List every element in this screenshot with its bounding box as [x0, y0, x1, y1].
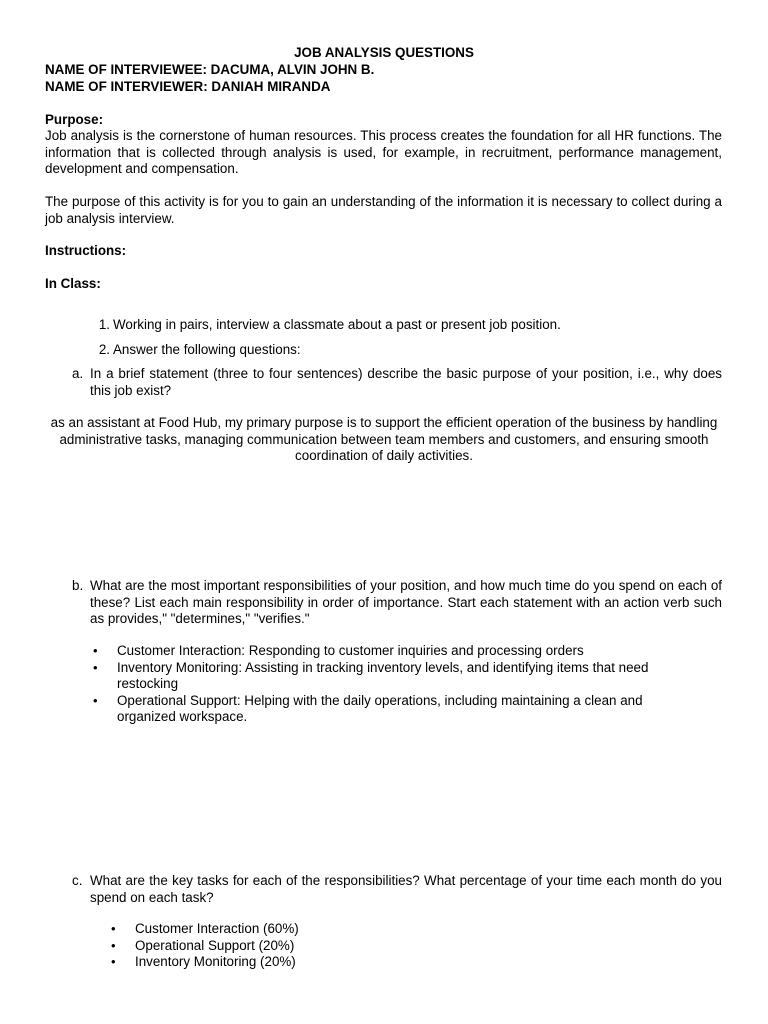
tasks-list	[111, 921, 511, 971]
step-text: Working in pairs, interview a classmate about a past or present job position.	[113, 317, 561, 332]
bullet-icon: •	[93, 643, 98, 658]
list-item: • Inventory Monitoring: Assisting in tracking inventory levels, and identifying items that need restocking	[93, 659, 649, 691]
purpose-heading: Purpose:	[45, 112, 104, 127]
list-item: • Operational Support (20%)	[111, 937, 295, 953]
question-letter: c.	[72, 873, 83, 888]
list-item: • Customer Interaction: Responding to customer inquiries and processing orders	[93, 643, 584, 658]
bullet-icon: •	[111, 921, 116, 936]
answer-a: as an assistant at Food Hub, my primary purpose is to support the efficient operation of the business by handling administrative tasks, managing communication between team members and customers, and ensuring smooth coordination of daily activities.	[50, 415, 718, 463]
list-item: • Inventory Monitoring (20%)	[111, 954, 296, 969]
responsibilities-list	[93, 643, 683, 726]
document-title: JOB ANALYSIS QUESTIONS	[294, 45, 474, 60]
list-item: • Customer Interaction (60%)	[111, 921, 299, 936]
in-class-heading: In Class:	[45, 276, 101, 291]
interviewer-name: NAME OF INTERVIEWER: DANIAH MIRANDA	[45, 79, 331, 94]
bullet-icon: •	[111, 937, 116, 953]
question-letter: a.	[72, 366, 84, 381]
instructions-heading: Instructions:	[45, 243, 127, 258]
question-text: In a brief statement (three to four sentences) describe the basic purpose of your position, i.e., why does this job exist?	[90, 366, 722, 398]
bullet-icon: •	[111, 954, 116, 969]
purpose-paragraph-2: The purpose of this activity is for you to gain an understanding of the information it is necessary to collect during a job analysis interview.	[45, 194, 722, 226]
list-item: • Operational Support: Helping with the daily operations, including maintaining a clean and organized workspace.	[93, 692, 643, 724]
question-text: What are the most important responsibilities of your position, and how much time do you spend on each of these? List each main responsibility in order of importance. Start each statement with an action verb such as provides," "determines," "verifies."	[90, 578, 722, 626]
question-letter: b.	[72, 578, 84, 593]
purpose-paragraph-1: Job analysis is the cornerstone of human resources. This process creates the foundation for all HR functions. The information that is collected through analysis is used, for example, in recruitment, performance management, development and compensation.	[45, 128, 722, 176]
bullet-icon: •	[93, 659, 98, 675]
step-number: 1.	[98, 317, 110, 332]
step-number: 2.	[98, 342, 110, 357]
question-text: What are the key tasks for each of the responsibilities? What percentage of your time each month do you spend on each task?	[90, 873, 722, 905]
bullet-icon: •	[93, 692, 98, 708]
step-text: Answer the following questions:	[113, 342, 301, 357]
interviewee-name: NAME OF INTERVIEWEE: DACUMA, ALVIN JOHN B.	[45, 62, 375, 77]
